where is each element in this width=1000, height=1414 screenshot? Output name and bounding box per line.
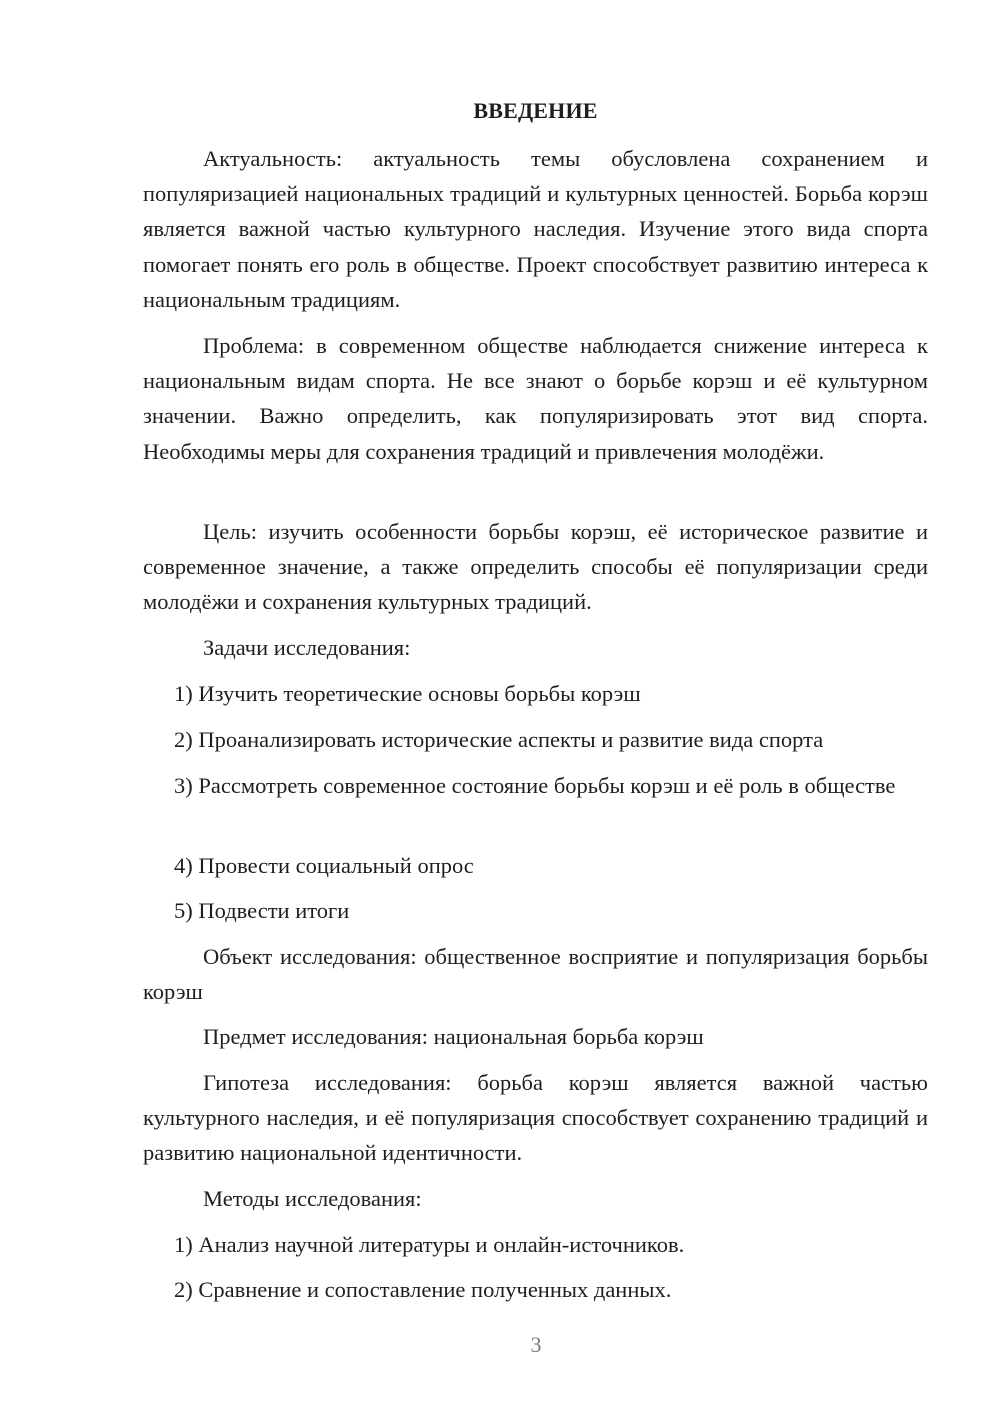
task-item-2: 2) Проанализировать исторические аспекты и развитие вида спорта xyxy=(174,727,824,752)
methods-heading: Методы исследования: xyxy=(203,1186,422,1211)
task-item-1: 1) Изучить теоретические основы борьбы корэш xyxy=(174,681,641,706)
task-item-5: 5) Подвести итоги xyxy=(174,898,350,923)
problem-paragraph: Проблема: в современном обществе наблюдается снижение интереса к национальным видам спорта. Не все знают о борьбе корэш и её культурном значении. Важно определить, как популяризировать этот вид спорта. Необходимы меры для сохранения традиций и привлечения молодёжи. xyxy=(143,333,928,464)
task-item-3: 3) Рассмотреть современное состояние борьбы корэш и её роль в обществе xyxy=(174,773,896,798)
page-number: 3 xyxy=(530,1332,542,1357)
subject-paragraph: Предмет исследования: национальная борьба корэш xyxy=(203,1024,704,1049)
tasks-heading: Задачи исследования: xyxy=(203,635,411,660)
task-item-4: 4) Провести социальный опрос xyxy=(174,853,474,878)
method-item-1: 1) Анализ научной литературы и онлайн-источников. xyxy=(174,1232,685,1257)
hypothesis-paragraph: Гипотеза исследования: борьба корэш является важной частью культурного наследия, и её популяризация способствует сохранению традиций и развитию национальной идентичности. xyxy=(143,1070,928,1166)
goal-paragraph: Цель: изучить особенности борьбы корэш, её историческое развитие и современное значение, а также определить способы её популяризации среди молодёжи и сохранения культурных традиций. xyxy=(143,519,928,615)
method-item-2: 2) Сравнение и сопоставление полученных данных. xyxy=(174,1277,672,1302)
object-paragraph: Объект исследования: общественное восприятие и популяризация борьбы корэш xyxy=(143,944,928,1005)
relevance-paragraph: Актуальность: актуальность темы обусловлена сохранением и популяризацией национальных традиций и культурных ценностей. Борьба корэш является важной частью культурного наследия. Изучение этого вида спорта помогает понять его роль в обществе. Проект способствует развитию интереса к национальным традициям. xyxy=(143,146,928,312)
section-title: ВВЕДЕНИЕ xyxy=(473,98,598,123)
